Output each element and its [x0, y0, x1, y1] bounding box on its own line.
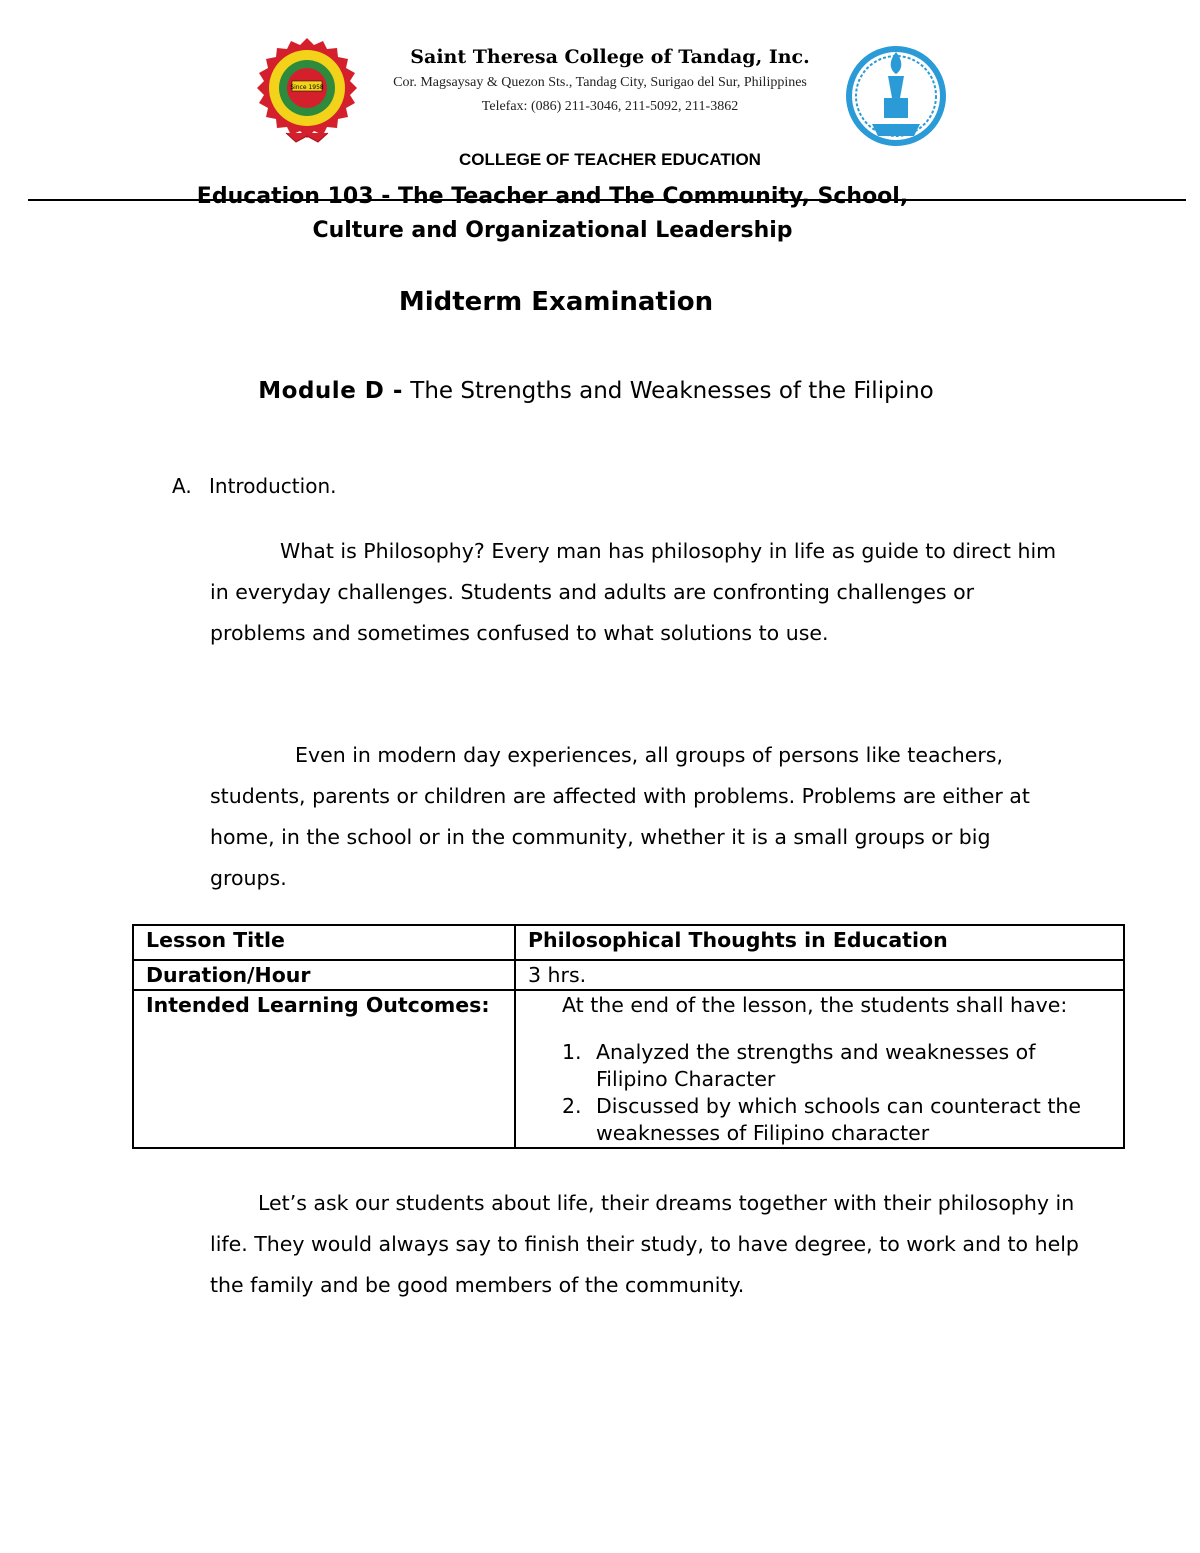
closing-paragraph: Let’s ask our students about life, their dreams together with their philosophy in life. They would always say to finish their study, to have degree, to work and to help the family and be good members of the community.: [210, 1191, 1079, 1297]
school-address: Cor. Magsaysay & Quezon Sts., Tandag City, Surigao del Sur, Philippines: [393, 75, 807, 90]
duration-label: Duration/Hour: [133, 960, 515, 990]
outcome-number: 2.: [562, 1094, 582, 1118]
module-label: Module D -: [258, 378, 403, 404]
module-heading: [80, 378, 1112, 404]
outcomes-label: Intended Learning Outcomes:: [133, 990, 515, 1148]
college-seal-logo: [844, 40, 948, 152]
school-seal-logo: [252, 36, 362, 148]
duration-value: 3 hrs.: [515, 960, 1124, 990]
seal-year-text: Since 1958: [290, 84, 324, 91]
outcomes-list: [562, 1039, 1111, 1147]
table-row: [133, 925, 1124, 960]
table-row: [133, 990, 1124, 1148]
course-title-line-1: Education 103 - The Teacher and The Community, School,: [196, 184, 909, 209]
college-name: COLLEGE OF TEACHER EDUCATION: [459, 150, 761, 169]
lesson-title-label: Lesson Title: [133, 925, 515, 960]
school-telefax: Telefax: (086) 211-3046, 211-5092, 211-3862: [481, 99, 739, 114]
table-row: [133, 960, 1124, 990]
school-name: Saint Theresa College of Tandag, Inc.: [410, 46, 810, 68]
exam-title: Midterm Examination: [398, 287, 714, 317]
intro-paragraph-2: Even in modern day experiences, all groups of persons like teachers, students, parents or children are affected with problems. Problems are either at home, in the school or in the community, whether it is a small groups or big groups.: [210, 743, 1030, 890]
course-title-line-2: Culture and Organizational Leadership: [312, 218, 793, 243]
lesson-table: [132, 924, 1125, 1149]
outcomes-cell: [515, 990, 1124, 1148]
section-letter: A.: [172, 474, 192, 498]
lesson-title-value: Philosophical Thoughts in Education: [515, 925, 1124, 960]
list-item: [562, 1093, 1111, 1147]
section-title: Introduction.: [209, 474, 337, 498]
list-item: [562, 1039, 1111, 1093]
outcomes-intro: At the end of the lesson, the students shall have:: [562, 993, 1068, 1017]
intro-paragraph-1: What is Philosophy? Every man has philosophy in life as guide to direct him in everyday challenges. Students and adults are confronting challenges or problems and sometimes confused to what solutions to use.: [210, 539, 1057, 645]
outcome-text: Analyzed the strengths and weaknesses of Filipino Character: [596, 1040, 1036, 1091]
module-title: The Strengths and Weaknesses of the Filipino: [410, 378, 934, 404]
course-title: [80, 180, 1025, 248]
outcome-text: Discussed by which schools can counteract the weaknesses of Filipino character: [596, 1094, 1081, 1145]
outcome-number: 1.: [562, 1040, 582, 1064]
section-heading: [172, 474, 336, 498]
